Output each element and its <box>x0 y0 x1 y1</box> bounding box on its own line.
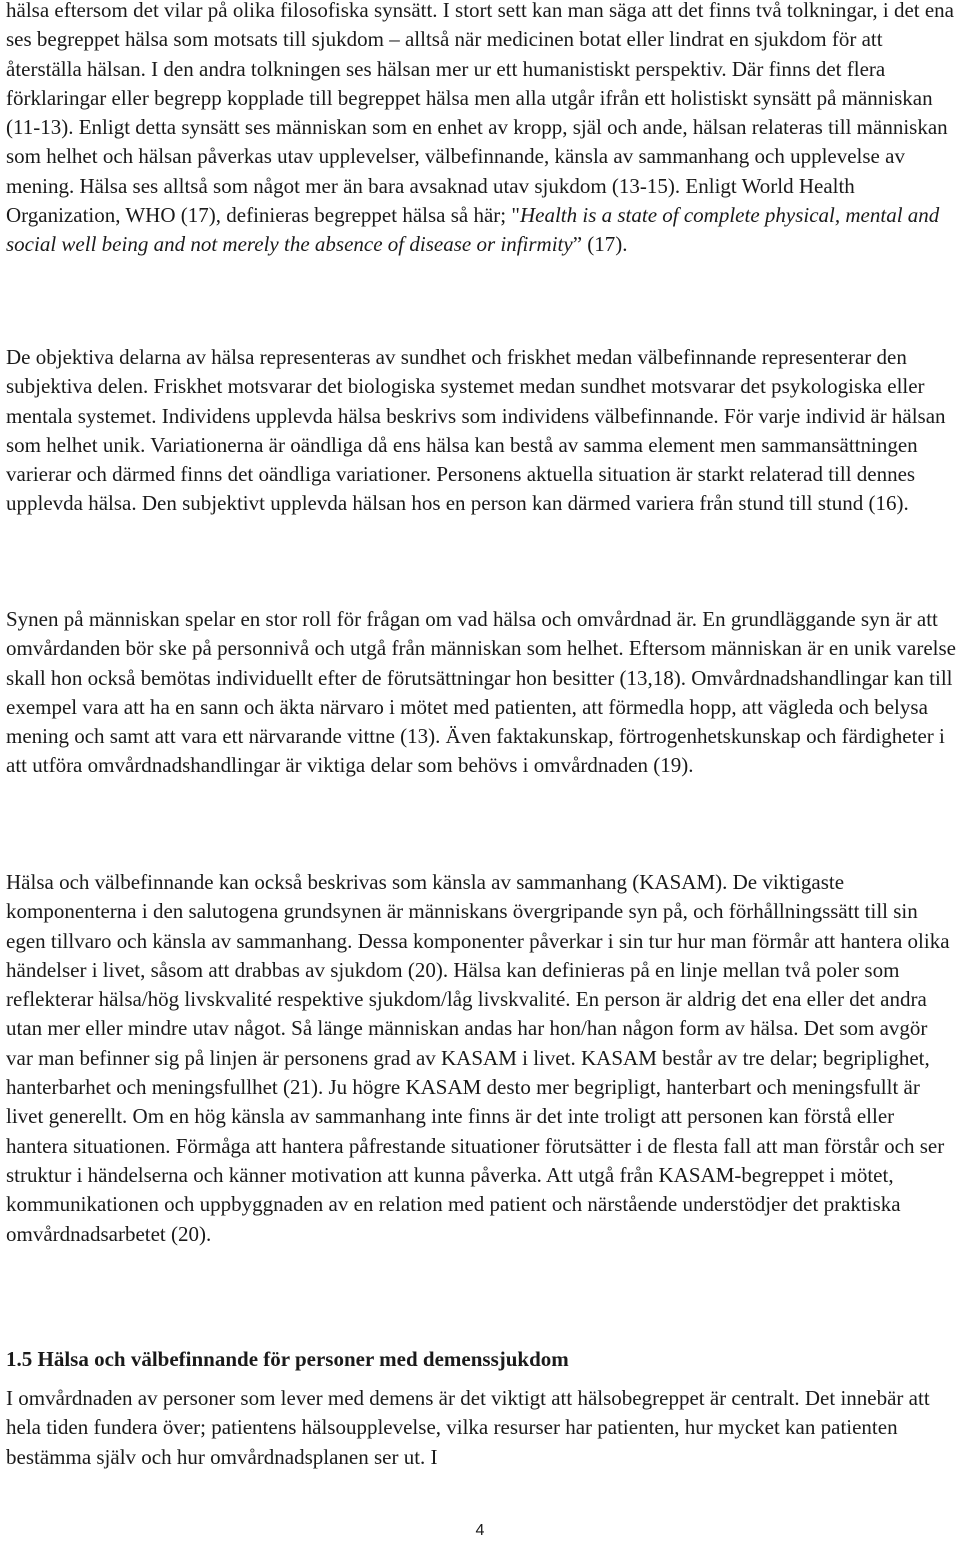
paragraph-objective-subjective <box>6 343 956 519</box>
paragraph-text: Hälsa och välbefinnande kan också beskrivas som känsla av sammanhang (KASAM). De viktigaste komponenterna i den salutogena grundsynen är människans övergripande syn på, och förhållningssätt till sin egen tillvaro och känsla av sammanhang. Dessa komponenter påverkar i sin tur hur man förmår att hantera olika händelser i livet, såsom att drabbas av sjukdom (20). Hälsa kan definieras på en linje mellan två poler som reflekterar hälsa/hög livskvalité respektive sjukdom/låg livskvalité. En person är aldrig det ena eller det andra utan mer eller mindre utav något. Så länge människan andas har hon/han någon form av hälsa. Det som avgör var man befinner sig på linjen är personens grad av KASAM i livet. KASAM består av tre delar; begriplighet, hanterbarhet och meningsfullhet (21). Ju högre KASAM desto mer begripligt, hanterbart och meningsfullt är livet generellt. Om en hög känsla av sammanhang inte finns är det inte troligt att personen kan förstå eller hantera situationen. Förmåga att hantera påfrestande situationer förutsätter i de flesta fall att man förstår och ser struktur i händelserna och känner motivation att kunna påverka. Att utgå från KASAM-begreppet i mötet, kommunikationen och uppbyggnaden av en relation med patient och närstående understödjer det praktiska omvårdnadsarbetet (20). <box>6 870 950 1246</box>
paragraph-text: Synen på människan spelar en stor roll för frågan om vad hälsa och omvårdnad är. En grundläggande syn är att omvårdanden bör ske på personnivå och utgå från människan som helhet. Eftersom människan är en unik varelse skall hon också bemötas individuellt efter de förutsättningar hon besitter (13,18). Omvårdnadshandlingar kan till exempel vara att ha en sann och äkta närvaro i mötet med patienten, att förmedla hopp, att vägleda och belysa mening och samt att vara ett närvarande vittne (13). Även faktakunskap, förtrogenhetskunskap och färdigheter i att utföra omvårdnadshandlingar är viktiga delar som behövs i omvårdnaden (19). <box>6 607 956 778</box>
paragraph-text: hälsa eftersom det vilar på olika filosofiska synsätt. I stort sett kan man säga att det finns två tolkningar, i det ena ses begreppet hälsa som motsats till sjukdom – alltså när medicinen botat eller lindrat en sjukdom för att återställa hälsan. I den andra tolkningen ses hälsan mer ur ett humanistiskt perspektiv. Där finns det flera förklaringar eller begrepp kopplade till begreppet hälsa men alla utgår ifrån ett holistiskt synsätt på människan (11-13). Enligt detta synsätt ses människan som en enhet av kropp, själ och ande, hälsan relateras till människan som helhet och hälsan påverkas utav upplevelser, välbefinnande, känsla av sammanhang och upplevelse av mening. Hälsa ses alltså som något mer än bara avsaknad utav sjukdom (13-15). Enligt World Health Organization, WHO (17), definieras begreppet hälsa så här; " <box>6 0 954 228</box>
section-heading: 1.5 Hälsa och välbefinnande för personer med demenssjukdom <box>6 1347 569 1371</box>
paragraph-view-of-human <box>6 605 956 781</box>
paragraph-text: ” (17). <box>572 232 628 257</box>
paragraph-text: I omvårdnaden av personer som lever med demens är det viktigt att hälsobegreppet är centralt. Det innebär att hela tiden fundera över; patientens hälsoupplevelse, vilka resurser har patienten, hur mycket kan patienten bestämma själv och hur omvårdnadsplanen ser ut. I <box>6 1386 930 1469</box>
paragraph-dementia-care <box>6 1384 956 1472</box>
who-quote: Health is a state of complete physical, mental and social well being and not merely the absence of disease or infirmity <box>6 203 940 257</box>
page-number: 4 <box>475 1522 485 1539</box>
paragraph-health-definitions <box>6 0 956 260</box>
paragraph-kasam <box>6 868 956 1249</box>
paragraph-text: De objektiva delarna av hälsa representeras av sundhet och friskhet medan välbefinnande representerar den subjektiva delen. Friskhet motsvarar det biologiska systemet medan sundhet motsvarar det psykologiska eller mentala systemet. Individens upplevda hälsa beskrivs som individens välbefinnande. För varje individ är hälsan som helhet unik. Variationerna är oändliga då ens hälsa kan bestå av samma element men sammansättningen varierar och därmed finns det oändliga variationer. Personens aktuella situation är starkt relaterad till dennes upplevda hälsa. Den subjektivt upplevda hälsan hos en person kan därmed variera från stund till stund (16). <box>6 345 946 516</box>
